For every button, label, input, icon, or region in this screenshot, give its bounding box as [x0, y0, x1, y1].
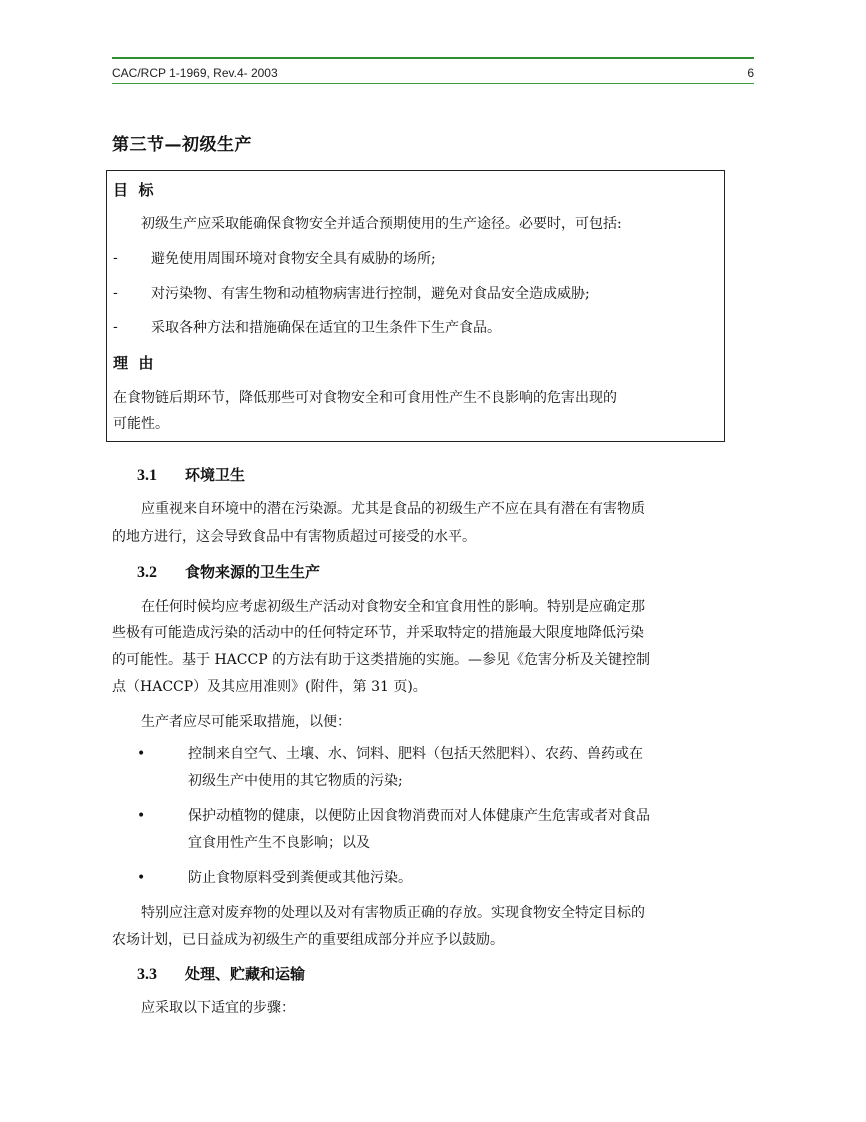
- objectives-intro: 初级生产应采取能确保食物安全并适合预期使用的生产途径。必要时，可包括:: [141, 216, 622, 232]
- objective-item: 对污染物、有害生物和动植物病害进行控制，避免对食品安全造成威胁;: [151, 286, 590, 302]
- bullet-line: 宜食用性产生不良影响；以及: [188, 835, 370, 851]
- rationale-line: 在食物链后期环节，降低那些可对食物安全和可食用性产生不良影响的危害出现的: [113, 390, 617, 406]
- rationale-line: 可能性。: [113, 416, 169, 432]
- bullet-line: 初级生产中使用的其它物质的污染;: [188, 773, 403, 789]
- header-top-rule: [112, 57, 754, 59]
- paragraph-line: 在任何时候均应考虑初级生产活动对食物安全和宜食用性的影响。特别是应确定那: [141, 599, 645, 615]
- objectives-box: [106, 170, 725, 442]
- paragraph-line: 的地方进行，这会导致食品中有害物质超过可接受的水平。: [112, 529, 476, 545]
- section-number: 3.3: [137, 966, 157, 983]
- paragraph-line: 生产者应尽可能采取措施，以便：: [141, 714, 351, 730]
- paragraph-line: 应采取以下适宜的步骤：: [141, 1000, 295, 1016]
- section-heading-text: 食物来源的卫生生产: [185, 563, 321, 581]
- header-bottom-rule: [112, 83, 754, 84]
- section-number: 3.2: [137, 564, 157, 581]
- section-3-1-heading: [137, 464, 245, 485]
- paragraph-line: 特别应注意对废弃物的处理以及对有害物质正确的存放。实现食物安全特定目标的: [141, 905, 645, 921]
- page-number: 6: [747, 66, 754, 80]
- paragraph-line: 些极有可能造成污染的活动中的任何特定环节，并采取特定的措施最大限度地降低污染: [112, 625, 644, 641]
- dash-marker: -: [113, 285, 118, 301]
- objective-item: 避免使用周围环境对食物安全具有威胁的场所;: [151, 251, 436, 267]
- document-reference: CAC/RCP 1-1969, Rev.4- 2003: [112, 66, 278, 80]
- section-3-3-heading: [137, 963, 305, 984]
- objectives-heading: 目 标: [113, 181, 154, 199]
- section-heading-text: 环境卫生: [185, 466, 246, 484]
- section-heading-text: 处理、贮藏和运输: [185, 965, 306, 983]
- bullet-marker: •: [137, 808, 146, 824]
- bullet-marker: •: [137, 746, 146, 762]
- section-number: 3.1: [137, 467, 157, 484]
- bullet-line: 防止食物原料受到粪便或其他污染。: [188, 870, 412, 886]
- bullet-line: 控制来自空气、土壤、水、饲料、肥料（包括天然肥料）、农药、兽药或在: [188, 746, 643, 762]
- dash-marker: -: [113, 319, 118, 335]
- paragraph-line: 应重视来自环境中的潜在污染源。尤其是食品的初级生产不应在具有潜在有害物质: [141, 501, 645, 517]
- section-3-2-heading: [137, 561, 320, 582]
- objective-item: 采取各种方法和措施确保在适宜的卫生条件下生产食品。: [151, 320, 501, 336]
- paragraph-line: 的可能性。基于 HACCP 的方法有助于这类措施的实施。—参见《危害分析及关键控制: [112, 652, 651, 668]
- bullet-marker: •: [137, 870, 146, 886]
- bullet-line: 保护动植物的健康，以便防止因食物消费而对人体健康产生危害或者对食品: [188, 808, 650, 824]
- paragraph-line: 点（HACCP）及其应用准则》(附件，第 31 页)。: [112, 679, 427, 695]
- paragraph-line: 农场计划，已日益成为初级生产的重要组成部分并应予以鼓励。: [112, 932, 504, 948]
- section-title: 第三节—初级生产: [112, 135, 252, 155]
- rationale-heading: 理 由: [113, 354, 154, 372]
- dash-marker: -: [113, 250, 118, 266]
